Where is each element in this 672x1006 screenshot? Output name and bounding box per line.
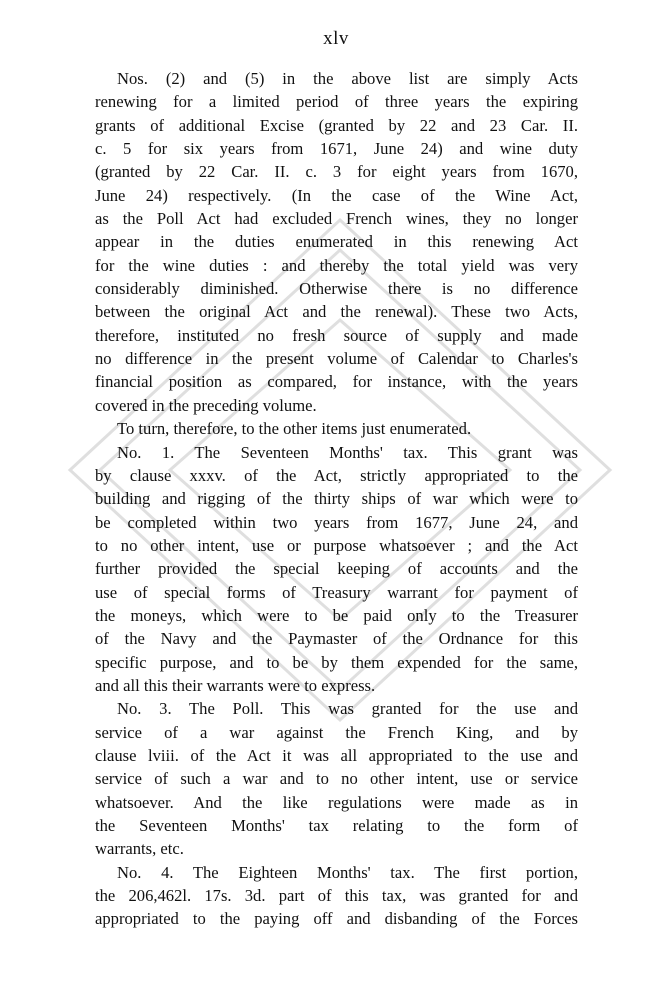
text-line: (granted by 22 Car. II. c. 3 for eight years from 1670, [95,162,578,182]
text-line: no difference in the present volume of Calendar to Charles's [95,349,578,369]
text-line: by clause xxxv. of the Act, strictly appropriated to the [95,465,578,485]
text-line: financial position as compared, for instance, with the years [95,372,578,392]
text-line: and all this their warrants were to express. [95,675,376,695]
text-line: use of special forms of Treasury warrant for payment of [95,582,578,602]
text-line: of the Navy and the Paymaster of the Ordnance for this [95,629,578,649]
text-line: whatsoever. And the like regulations were made as in [95,792,578,812]
page-number: xlv [323,28,349,49]
text-line: renewing for a limited period of three years the expiring [95,92,578,112]
text-line: for the wine duties : and thereby the total yield was very [95,255,578,275]
text-line: the moneys, which were to be paid only to the Treasurer [95,605,578,625]
text-line: grants of additional Excise (granted by 22 and 23 Car. II. [95,115,578,135]
text-line: No. 1. The Seventeen Months' tax. This grant was [117,442,578,462]
paragraph [95,861,578,931]
paragraph [95,441,578,698]
paragraph [95,67,578,417]
text-line: Nos. (2) and (5) in the above list are simply Acts [117,69,578,88]
text-line: To turn, therefore, to the other items just enumerated. [117,419,472,439]
text-line: No. 4. The Eighteen Months' tax. The first portion, [117,862,578,882]
text-line: No. 3. The Poll. This was granted for the use and [117,699,578,719]
text-line: service of a war against the French King, and by [95,722,578,742]
text-line: between the original Act and the renewal). These two Acts, [95,302,578,322]
text-line: clause lviii. of the Act it was all appropriated to the use and [95,745,578,765]
text-line: be completed within two years from 1677, June 24, and [95,512,578,532]
text-line: appear in the duties enumerated in this renewing Act [95,232,578,252]
body-text [95,67,578,931]
text-line: the 206,462l. 17s. 3d. part of this tax, was granted for and [95,886,578,906]
text-line: warrants, etc. [95,839,184,859]
text-line: to no other intent, use or purpose whatsoever ; and the Act [95,535,578,555]
text-line: the Seventeen Months' tax relating to the form of [95,816,578,835]
paragraph [95,697,578,860]
text-line: June 24) respectively. (In the case of the Wine Act, [95,185,578,205]
text-line: covered in the preceding volume. [95,395,317,415]
text-line: service of such a war and to no other intent, use or service [95,769,578,789]
text-line: as the Poll Act had excluded French wines, they no longer [95,209,578,229]
text-line: further provided the special keeping of accounts and the [95,559,578,579]
text-line: considerably diminished. Otherwise there is no difference [95,279,578,299]
text-line: specific purpose, and to be by them expended for the same, [95,652,578,672]
text-line: building and rigging of the thirty ships of war which were to [95,489,578,509]
text-line: appropriated to the paying off and disbanding of the Forces [95,909,578,929]
paragraph [95,417,578,440]
text-line: therefore, instituted no fresh source of supply and made [95,325,578,345]
text-line: c. 5 for six years from 1671, June 24) and wine duty [95,139,578,159]
